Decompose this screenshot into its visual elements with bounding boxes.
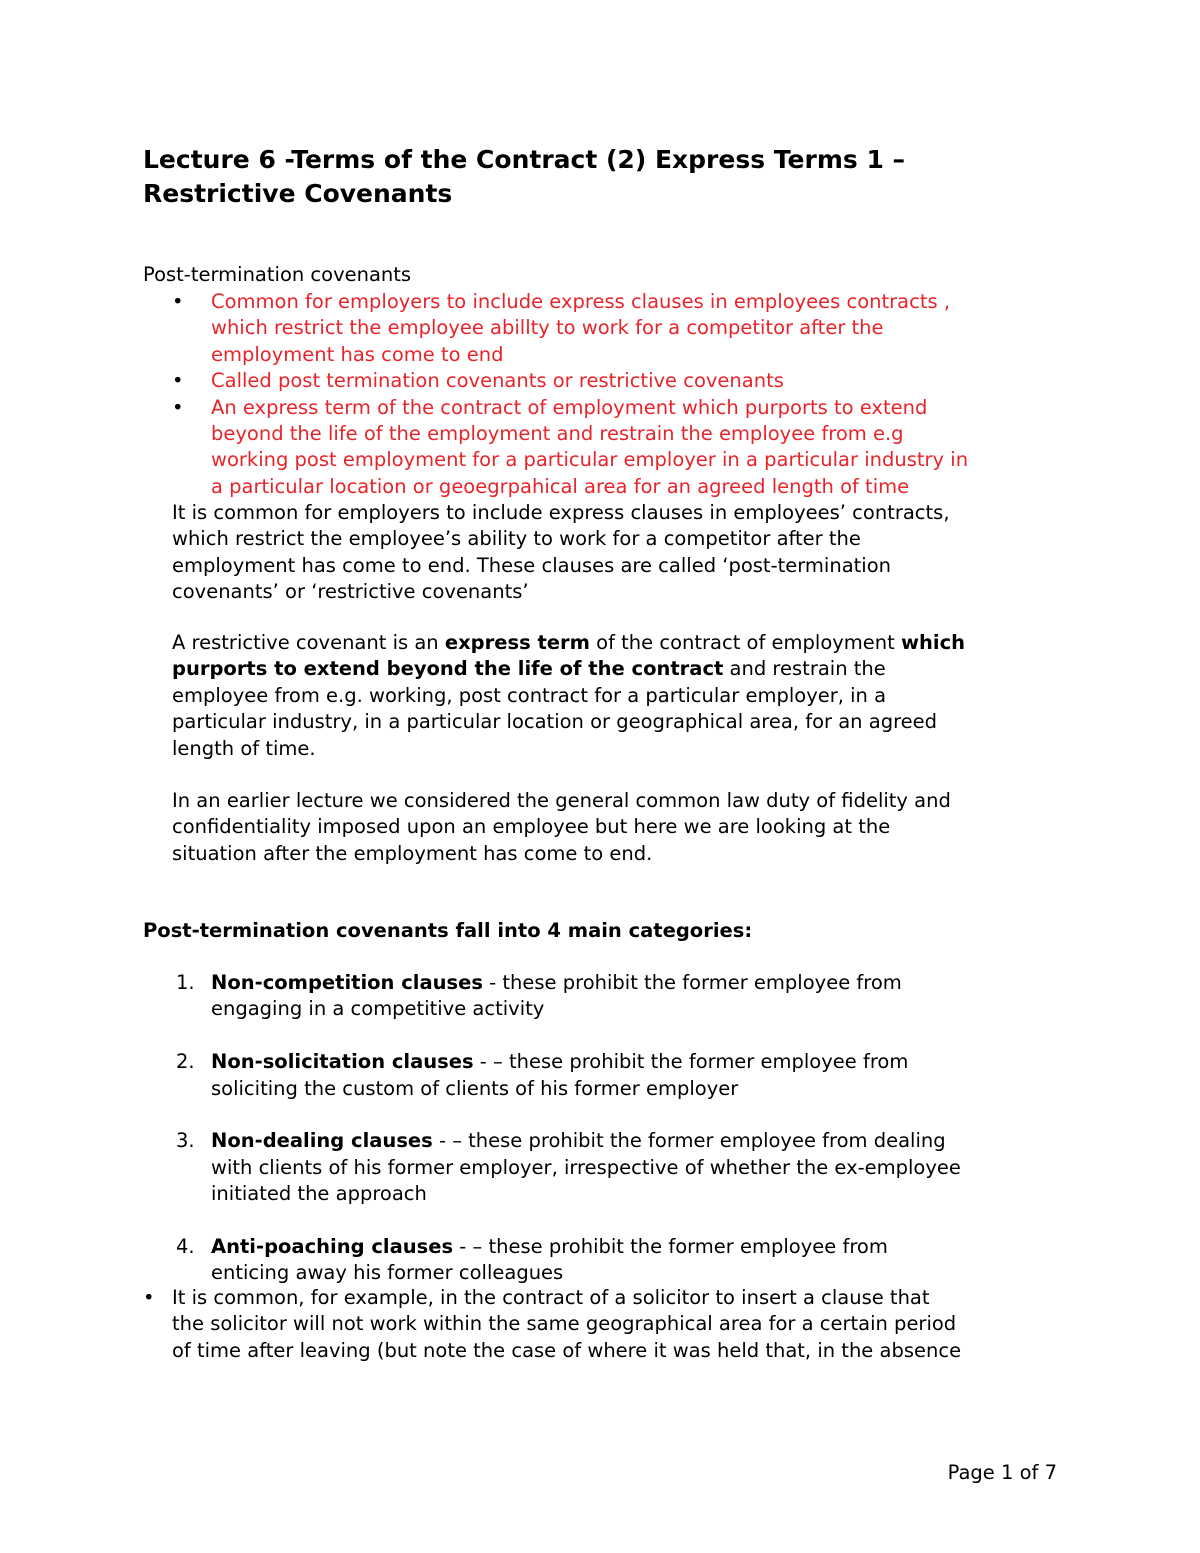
paragraph-earlier-lecture xyxy=(172,788,951,867)
document-title xyxy=(143,143,1103,211)
category-item xyxy=(0,970,961,1023)
paragraph-line: In an earlier lecture we considered the general common law duty of fidelity and xyxy=(172,789,951,812)
title-line-2: Restrictive Covenants xyxy=(143,179,453,208)
final-bullet-list xyxy=(0,1285,961,1364)
category-desc: - – these prohibit the former employee from xyxy=(473,1050,909,1074)
category-desc-line: engaging in a competitive activity xyxy=(211,997,545,1021)
section-heading-post-termination: Post-termination covenants xyxy=(143,263,412,286)
red-bullet-list xyxy=(0,289,968,500)
bullet-line: Called post termination covenants or restrictive covenants xyxy=(211,369,784,393)
category-item xyxy=(0,1234,961,1287)
paragraph-text: of the contract of employment xyxy=(589,631,901,654)
category-desc-line: initiated the approach xyxy=(211,1182,427,1206)
bullet-icon: • xyxy=(172,290,184,313)
red-bullet-item xyxy=(0,368,968,394)
category-desc-line: soliciting the custom of clients of his former employer xyxy=(211,1076,739,1100)
category-desc-line: with clients of his former employer, irrespective of whether the ex-employee xyxy=(211,1155,961,1179)
list-number: 4. xyxy=(176,1235,195,1259)
paragraph-line: confidentiality imposed upon an employee but here we are looking at the xyxy=(172,815,891,839)
paragraph-line: situation after the employment has come to end. xyxy=(172,841,653,865)
categories-list xyxy=(0,970,961,1287)
section-heading-categories: Post-termination covenants fall into 4 main categories: xyxy=(143,919,753,942)
list-number: 3. xyxy=(176,1129,195,1153)
category-name: Non-dealing clauses xyxy=(211,1129,433,1153)
page-number: Page 1 of 7 xyxy=(947,1461,1057,1484)
category-desc: - – these prohibit the former employee from xyxy=(453,1235,888,1259)
paragraph-line: employee from e.g. working, post contract for a particular employer, in a xyxy=(172,683,887,707)
bullet-icon: • xyxy=(143,1286,155,1309)
bullet-line: of time after leaving (but note the case of where it was held that, in the absence xyxy=(172,1338,962,1362)
paragraph-line: which restrict the employee’s ability to work for a competitor after the xyxy=(172,527,861,551)
category-item xyxy=(0,1128,961,1207)
bullet-line: employment has come to end xyxy=(211,342,504,366)
bullet-line: It is common, for example, in the contract of a solicitor to insert a clause that xyxy=(172,1286,930,1309)
category-name: Anti-poaching clauses xyxy=(211,1235,454,1259)
bullet-line: the solicitor will not work within the same geographical area for a certain period xyxy=(172,1312,957,1336)
paragraph-line: length of time. xyxy=(172,736,316,760)
category-item xyxy=(0,1049,961,1102)
bullet-line: An express term of the contract of employment which purports to extend xyxy=(211,395,928,419)
category-desc-line: enticing away his former colleagues xyxy=(211,1261,564,1285)
bullet-line: which restrict the employee abillty to work for a competitor after the xyxy=(211,316,884,340)
bold-term: express term xyxy=(444,631,590,654)
paragraph-line: covenants’ or ‘restrictive covenants’ xyxy=(172,580,529,604)
paragraph-line: particular industry, in a particular location or geographical area, for an agreed xyxy=(172,710,938,734)
red-bullet-item xyxy=(0,395,968,501)
bullet-line: a particular location or geoegrpahical area for an agreed length of time xyxy=(211,474,910,498)
category-name: Non-solicitation clauses xyxy=(211,1050,474,1074)
list-number: 1. xyxy=(176,971,195,994)
category-name: Non-competition clauses xyxy=(211,971,483,994)
paragraph-line: It is common for employers to include express clauses in employees’ contracts, xyxy=(172,501,950,524)
paragraph-intro xyxy=(172,500,950,606)
bullet-line: Common for employers to include express clauses in employees contracts , xyxy=(211,290,951,313)
paragraph-text: and restrain the xyxy=(723,657,886,681)
bold-term: purports to extend beyond the life of the contract xyxy=(172,657,724,681)
paragraph-line: employment has come to end. These clauses are called ‘post-termination xyxy=(172,553,892,577)
paragraph-definition xyxy=(172,630,965,762)
bullet-line: working post employment for a particular employer in a particular industry in xyxy=(211,448,969,472)
title-line-1: Lecture 6 -Terms of the Contract (2) Express Terms 1 – xyxy=(143,145,906,174)
category-desc: - these prohibit the former employee from xyxy=(482,971,902,994)
list-number: 2. xyxy=(176,1050,195,1074)
bullet-icon: • xyxy=(172,395,184,419)
bold-term: which xyxy=(901,631,966,654)
bullet-item xyxy=(0,1285,961,1364)
bullet-line: beyond the life of the employment and restrain the employee from e.g xyxy=(211,422,904,446)
category-desc: - – these prohibit the former employee from dealing xyxy=(432,1129,946,1153)
bullet-icon: • xyxy=(172,369,184,393)
red-bullet-item xyxy=(0,289,968,368)
paragraph-text: A restrictive covenant is an xyxy=(172,631,445,654)
